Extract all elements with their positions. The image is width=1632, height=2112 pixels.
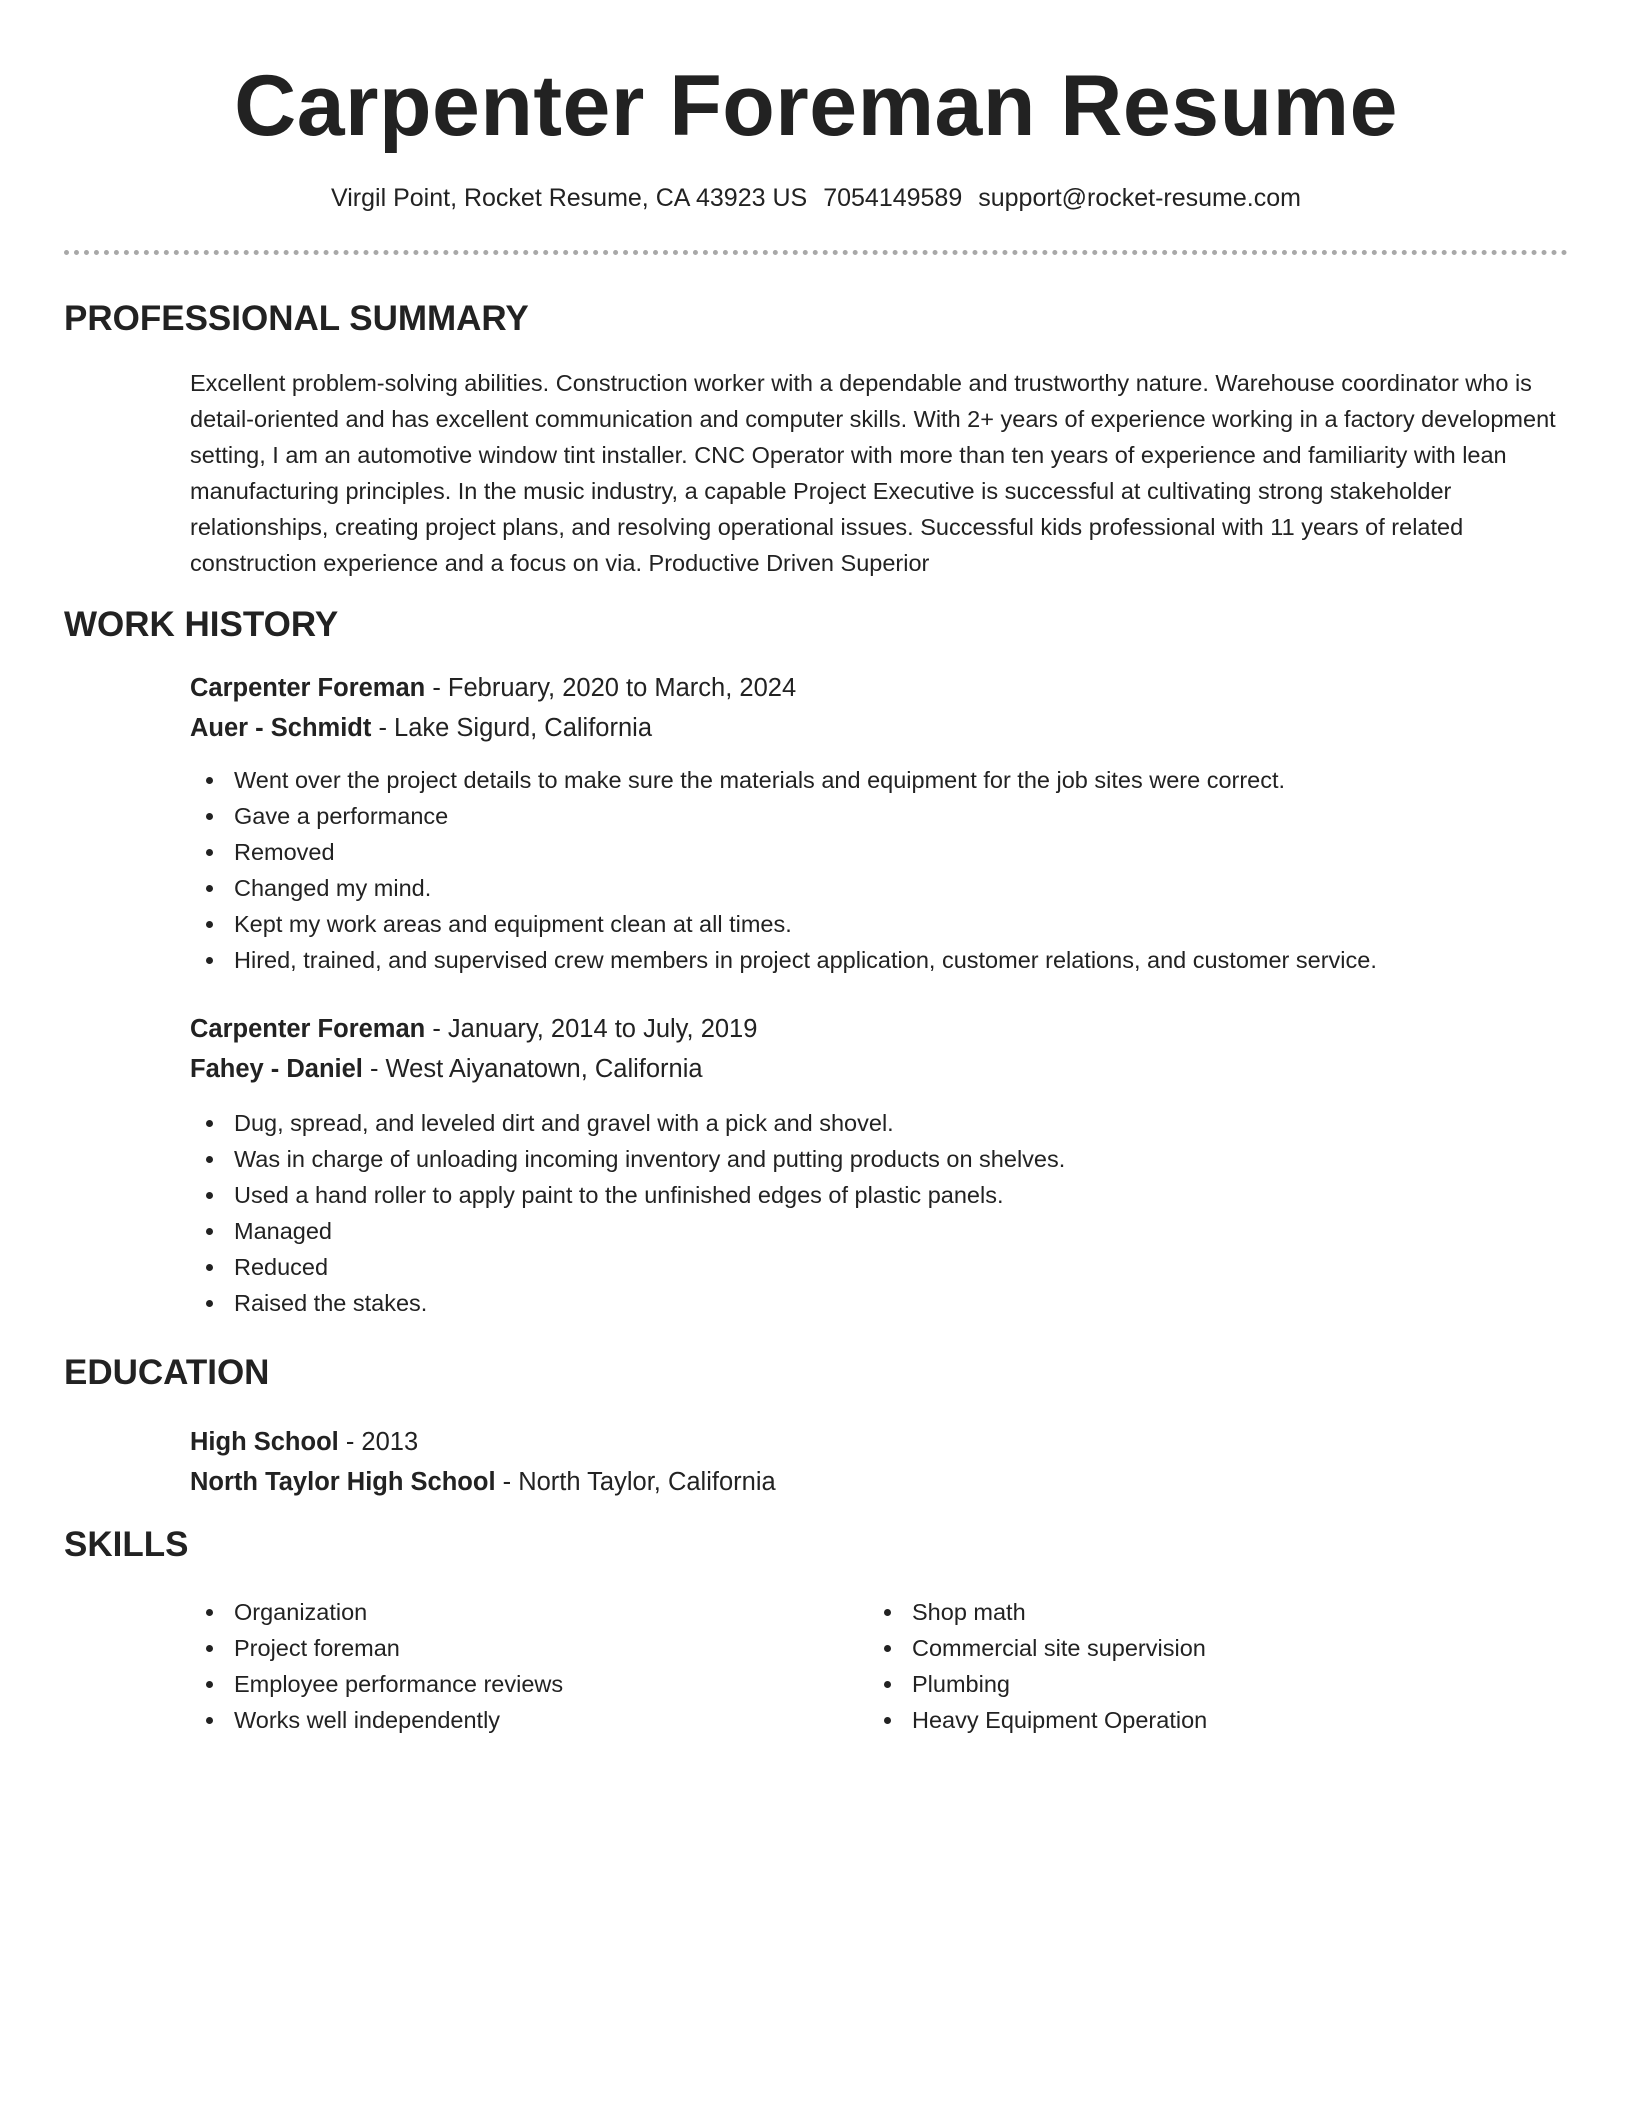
job-title-line [190,1009,1568,1049]
school-name: North Taylor High School [190,1468,496,1496]
page-title: Carpenter Foreman Resume [234,58,1398,154]
skill-item: Commercial site supervision [884,1630,1564,1666]
list-item: Kept my work areas and equipment clean at all times. [206,906,1568,942]
job-company-line [190,1049,1568,1089]
job-company: Fahey - Daniel [190,1055,363,1083]
summary-heading: PROFESSIONAL SUMMARY [64,299,529,338]
degree-year: - 2013 [345,1428,419,1456]
education-entry [190,1422,1568,1502]
job-entry-1 [190,668,1568,748]
school-location: - North Taylor, California [502,1468,776,1496]
list-item: Reduced [206,1249,1568,1285]
list-item: Went over the project details to make sure the materials and equipment for the job sites were correct. [206,762,1568,798]
job-entry-2 [190,1009,1568,1089]
skills-right-list [884,1594,1564,1738]
school-line [190,1462,1568,1502]
job-title: Carpenter Foreman [190,1015,426,1043]
work-history-heading: WORK HISTORY [64,605,339,644]
list-item: Raised the stakes. [206,1285,1568,1321]
list-item: Gave a performance [206,798,1568,834]
job-title-line [190,668,1568,708]
job-1-bullets [206,762,1568,978]
skill-item: Plumbing [884,1666,1564,1702]
list-item: Hired, trained, and supervised crew members in project application, customer relations, and customer service. [206,942,1568,978]
skill-item: Shop math [884,1594,1564,1630]
job-2-bullets [206,1105,1568,1321]
skills-left-list [206,1594,856,1738]
list-item: Managed [206,1213,1568,1249]
contact-phone[interactable]: 7054149589 [823,184,963,212]
header-divider [64,250,1568,255]
degree-line [190,1422,1568,1462]
job-location: - Lake Sigurd, California [378,714,653,742]
contact-email[interactable]: support@rocket-resume.com [978,184,1301,212]
skill-item: Works well independently [206,1702,856,1738]
job-company-line [190,708,1568,748]
skill-item: Heavy Equipment Operation [884,1702,1564,1738]
list-item: Was in charge of unloading incoming inventory and putting products on shelves. [206,1141,1568,1177]
summary-text: Excellent problem-solving abilities. Construction worker with a dependable and trustworthy nature. Warehouse coordinator who is detail-oriented and has excellent communication and computer skills. With 2+ years of experience working in a factory development setting, I am an automotive window tint installer. CNC Operator with more than ten years of experience and familiarity with lean manufacturing principles. In the music industry, a capable Project Executive is successful at cultivating strong stakeholder relationships, creating project plans, and resolving operational issues. Successful kids professional with 11 years of related construction experience and a focus on via. Productive Driven Superior [190,370,1556,576]
job-location: - West Aiyanatown, California [369,1055,703,1083]
skills-heading: SKILLS [64,1525,189,1564]
job-dates: - February, 2020 to March, 2024 [432,674,797,702]
job-title: Carpenter Foreman [190,674,426,702]
skill-item: Organization [206,1594,856,1630]
education-heading: EDUCATION [64,1353,270,1392]
skill-item: Project foreman [206,1630,856,1666]
list-item: Used a hand roller to apply paint to the unfinished edges of plastic panels. [206,1177,1568,1213]
job-dates: - January, 2014 to July, 2019 [432,1015,758,1043]
contact-info [0,181,1632,215]
list-item: Dug, spread, and leveled dirt and gravel with a pick and shovel. [206,1105,1568,1141]
degree: High School [190,1428,339,1456]
skill-item: Employee performance reviews [206,1666,856,1702]
list-item: Removed [206,834,1568,870]
contact-address: Virgil Point, Rocket Resume, CA 43923 US [331,184,808,212]
job-company: Auer - Schmidt [190,714,372,742]
list-item: Changed my mind. [206,870,1568,906]
